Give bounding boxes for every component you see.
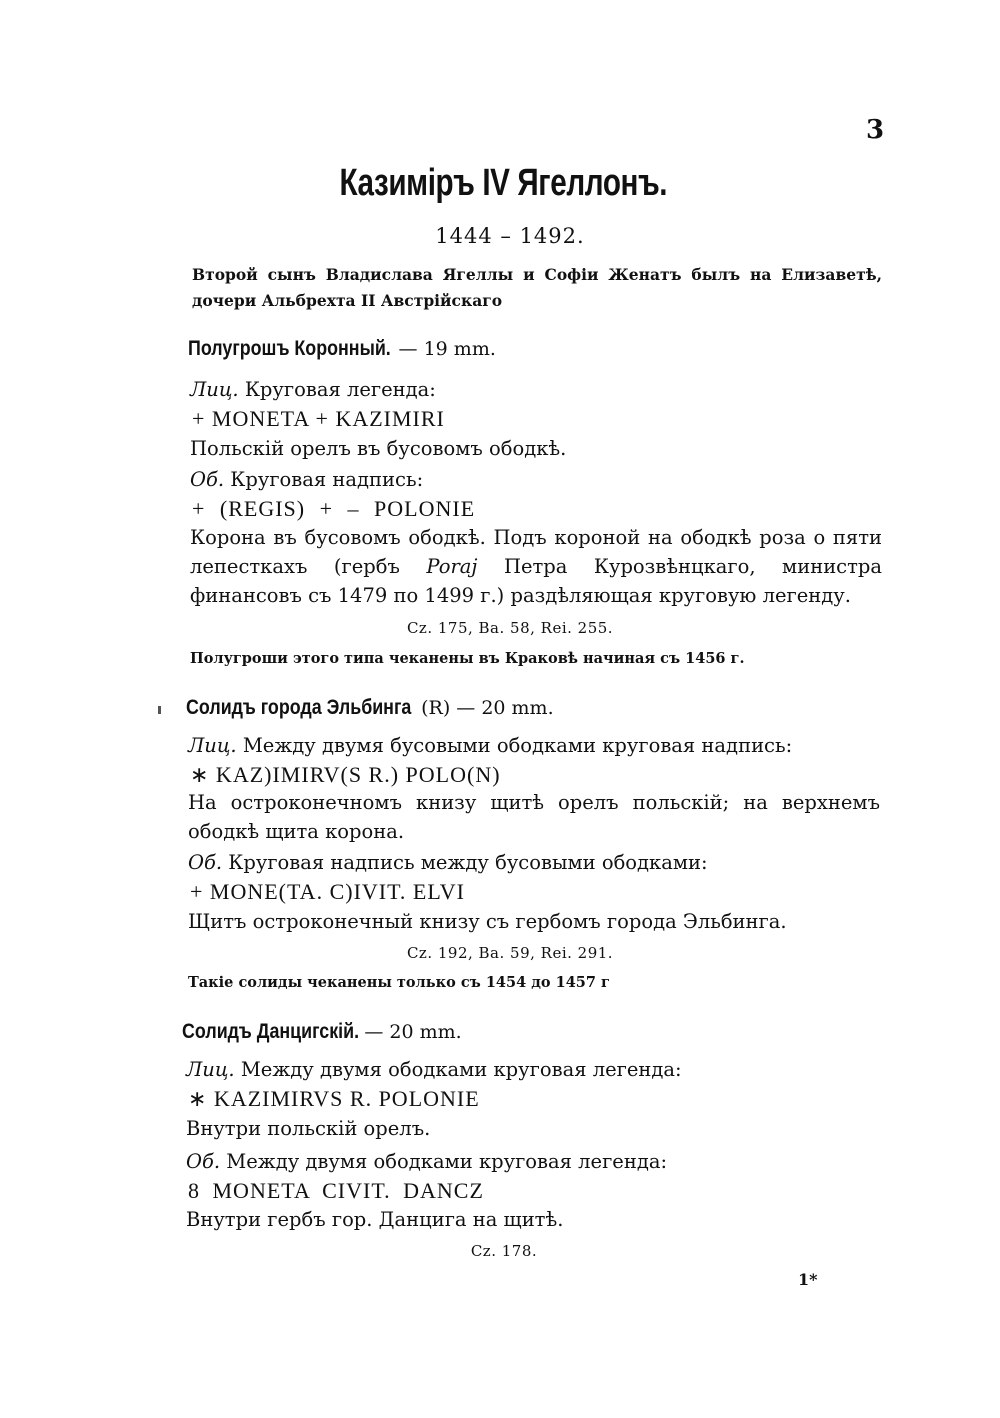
- intro-paragraph: Второй сынъ Владислава Ягеллы и Софіи Женатъ былъ на Елизаветѣ, дочери Альбрехта II Австрійскаго: [192, 265, 882, 310]
- reverse-text: Круговая надпись:: [230, 468, 424, 491]
- margin-mark: [158, 706, 161, 714]
- reverse-line: [186, 1150, 667, 1173]
- page-number: 3: [866, 115, 885, 145]
- section-title: Полугрошъ Коронный.: [188, 337, 391, 360]
- reverse-legend: 8 MONETA CIVIT. DANCZ: [188, 1178, 484, 1203]
- section-size: — 20 mm.: [364, 1021, 462, 1043]
- obverse-description: На остроконечномъ книзу щитѣ орелъ польскій; на верхнемъ ободкѣ щита корона.: [188, 791, 880, 843]
- references: Cz. 175, Ba. 58, Rei. 255.: [406, 619, 614, 637]
- reign-years: 1444 – 1492.: [435, 224, 585, 248]
- obverse-legend: ∗ KAZ)IMIRV(S R.) POLO(N): [190, 762, 501, 787]
- obverse-text: Между двумя ободками круговая легенда:: [240, 1058, 682, 1081]
- obverse-description: Польскій орелъ въ бусовомъ ободкѣ.: [190, 437, 567, 460]
- references: Cz. 178.: [470, 1242, 538, 1260]
- reverse-line: [188, 851, 708, 874]
- reverse-legend: + MONE(TA. C)IVIT. ELVI: [190, 879, 465, 904]
- section-title: Солидъ города Эльбинга: [186, 696, 412, 719]
- references: Cz. 192, Ba. 59, Rei. 291.: [406, 944, 614, 962]
- obverse-label: Лиц.: [190, 378, 239, 401]
- section-heading-elbing: [186, 696, 554, 720]
- minting-note: Полугроши этого типа чеканены въ Краковѣ начиная съ 1456 г.: [190, 650, 745, 667]
- obverse-text: Между двумя бусовыми ободками круговая надпись:: [242, 734, 793, 757]
- reverse-label: Об.: [190, 468, 225, 491]
- reverse-description-italic: Poraj: [426, 555, 478, 578]
- reverse-label: Об.: [188, 851, 223, 874]
- section-size: (R) — 20 mm.: [421, 697, 554, 719]
- obverse-description: Внутри польскій орелъ.: [186, 1117, 431, 1140]
- section-heading-danzig: [182, 1020, 462, 1044]
- reverse-description-part-2: Петра Курозвѣнцкаго, министра финансовъ съ 1479 по 1499 г.) раздѣляющая круговую легенду.: [190, 555, 883, 607]
- reverse-description: Внутри гербъ гор. Данцига на щитѣ.: [186, 1208, 564, 1231]
- section-heading-polugrosh: [188, 337, 496, 361]
- reverse-text: Между двумя ободками круговая легенда:: [226, 1150, 668, 1173]
- reverse-description-part-1: Корона въ бусовомъ ободкѣ. Подъ короной на ободкѣ роза о пяти лепесткахъ (гербъ: [190, 526, 882, 578]
- signature-mark: 1*: [798, 1270, 818, 1289]
- obverse-label: Лиц.: [188, 734, 237, 757]
- obverse-text: Круговая легенда:: [244, 378, 436, 401]
- obverse-line: [190, 378, 436, 401]
- reverse-line: [190, 468, 423, 491]
- obverse-label: Лиц.: [186, 1058, 235, 1081]
- reverse-text: Круговая надпись между бусовыми ободками:: [228, 851, 708, 874]
- minting-note: Такіе солиды чеканены только съ 1454 до 1457 г: [188, 974, 610, 991]
- reverse-legend: + (REGIS) + – POLONIE: [192, 496, 476, 521]
- page-title: Казиміръ IV Ягеллонъ.: [339, 162, 668, 204]
- section-title: Солидъ Данцигскій.: [182, 1020, 360, 1043]
- obverse-legend: + MONETA + KAZIMIRI: [192, 406, 445, 431]
- obverse-line: [188, 734, 792, 757]
- reverse-description: Щитъ остроконечный книзу съ гербомъ города Эльбинга.: [188, 910, 787, 933]
- section-size: — 19 mm.: [398, 338, 496, 360]
- obverse-line: [186, 1058, 682, 1081]
- reverse-label: Об.: [186, 1150, 221, 1173]
- reverse-description: [190, 523, 882, 610]
- obverse-legend: ∗ KAZIMIRVS R. POLONIE: [188, 1086, 480, 1111]
